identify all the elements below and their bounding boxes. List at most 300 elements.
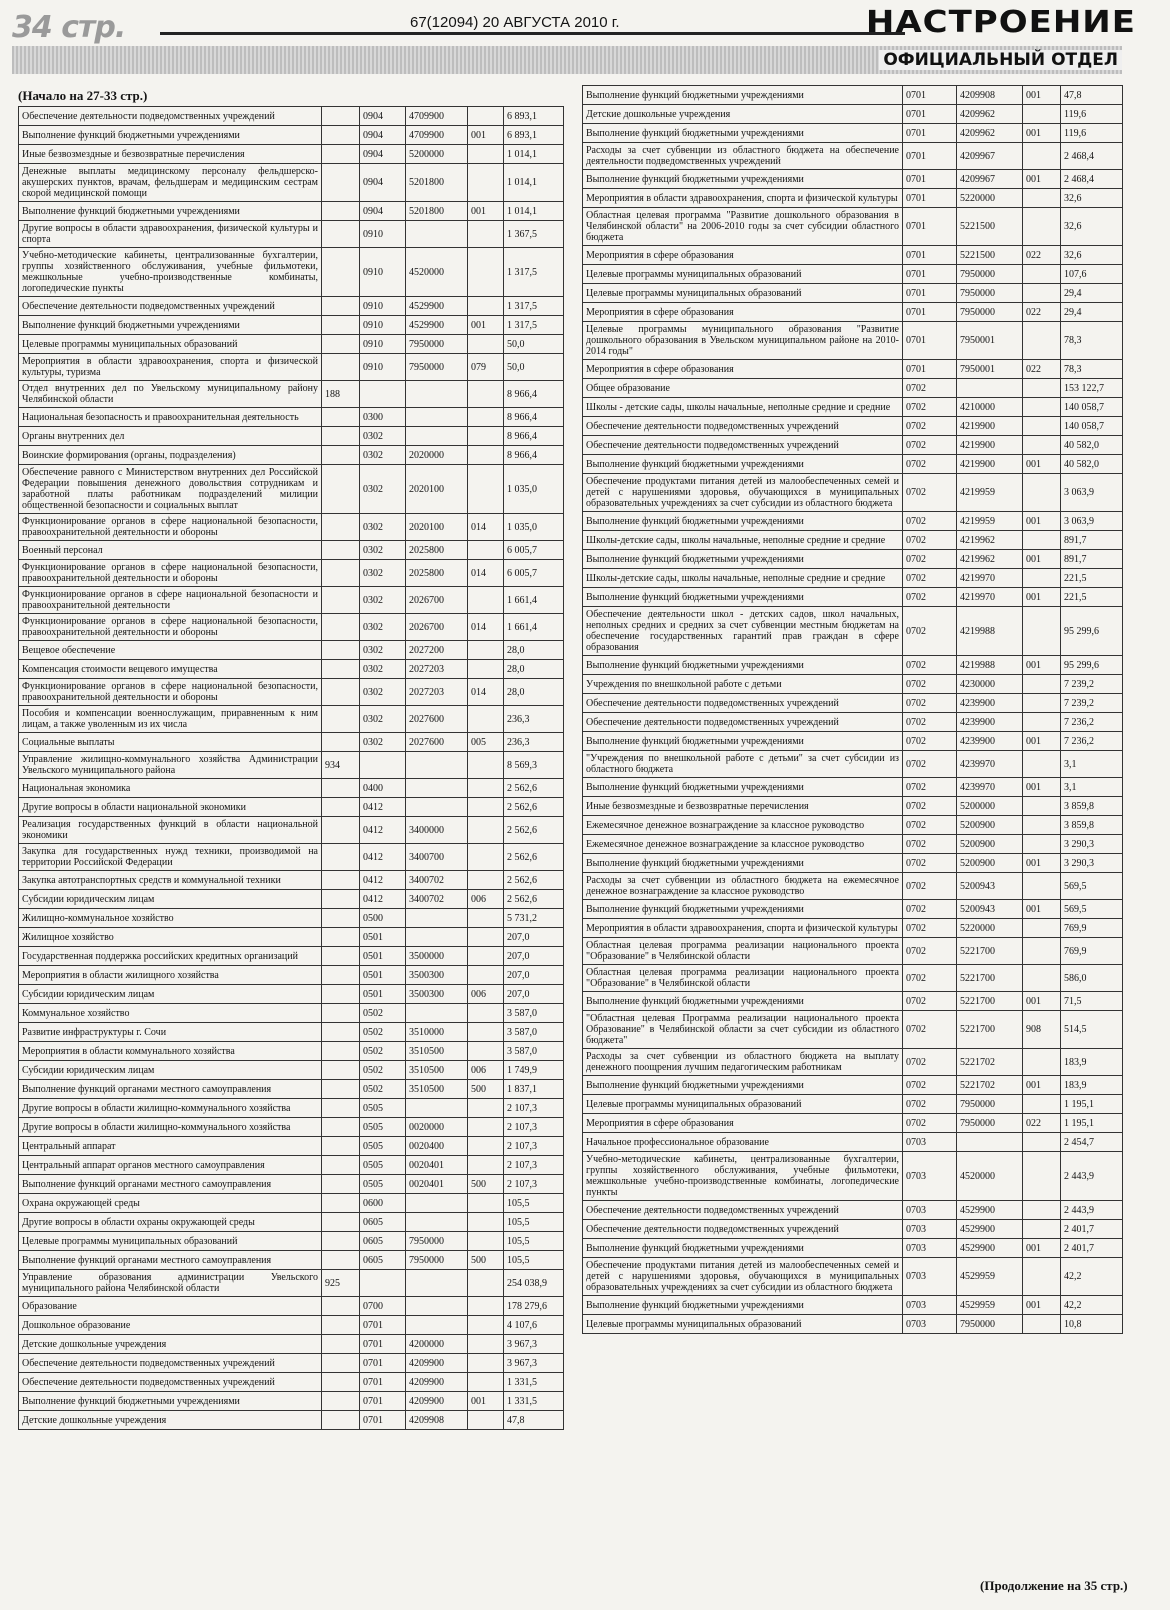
- target-code: 4529959: [957, 1296, 1023, 1315]
- amount: 3,1: [1061, 751, 1123, 778]
- table-row: [19, 1316, 564, 1335]
- ministry-code: [322, 1411, 360, 1430]
- target-code: 5200000: [406, 145, 468, 164]
- table-row: [19, 1270, 564, 1297]
- target-code: 4200000: [406, 1335, 468, 1354]
- ministry-code: [322, 427, 360, 446]
- expense-type-code: 001: [1023, 550, 1061, 569]
- target-code: 4210000: [957, 398, 1023, 417]
- table-row: [19, 164, 564, 202]
- amount: 50,0: [504, 335, 564, 354]
- ministry-code: [322, 465, 360, 514]
- section-code: 0701: [360, 1411, 406, 1430]
- row-description: Выполнение функций бюджетными учреждениями: [583, 1296, 903, 1315]
- expense-type-code: [1023, 322, 1061, 360]
- table-row: [19, 909, 564, 928]
- amount: 1 195,1: [1061, 1114, 1123, 1133]
- section-code: 0702: [903, 1011, 957, 1049]
- target-code: 7950000: [957, 265, 1023, 284]
- expense-type-code: [1023, 105, 1061, 124]
- row-description: Выполнение функций бюджетными учреждениями: [583, 455, 903, 474]
- expense-type-code: [468, 641, 504, 660]
- row-description: Воинские формирования (органы, подразделения): [19, 446, 322, 465]
- expense-type-code: [468, 381, 504, 408]
- expense-type-code: [468, 164, 504, 202]
- row-description: Выполнение функций бюджетными учреждениями: [583, 124, 903, 143]
- target-code: [957, 1133, 1023, 1152]
- table-row: [583, 531, 1123, 550]
- ministry-code: [322, 1023, 360, 1042]
- row-description: Детские дошкольные учреждения: [583, 105, 903, 124]
- amount: 1 367,5: [504, 221, 564, 248]
- target-code: 4709900: [406, 107, 468, 126]
- target-code: 2025800: [406, 560, 468, 587]
- amount: 8 569,3: [504, 752, 564, 779]
- section-code: 0702: [903, 694, 957, 713]
- row-description: Обеспечение деятельности подведомственных учреждений: [583, 713, 903, 732]
- expense-type-code: [1023, 816, 1061, 835]
- expense-type-code: [1023, 1220, 1061, 1239]
- row-description: Субсидии юридическим лицам: [19, 1061, 322, 1080]
- amount: 105,5: [504, 1251, 564, 1270]
- expense-type-code: [1023, 569, 1061, 588]
- target-code: 0020401: [406, 1156, 468, 1175]
- row-description: Денежные выплаты медицинскому персоналу фельдшерско-акушерских пунктов, врачам, фельдшерам и медицинским сестрам скорой медицинской помощи: [19, 164, 322, 202]
- section-code: 0904: [360, 202, 406, 221]
- ministry-code: [322, 1004, 360, 1023]
- table-row: [19, 560, 564, 587]
- section-code: 0703: [903, 1220, 957, 1239]
- table-row: [19, 798, 564, 817]
- expense-type-code: 001: [1023, 1296, 1061, 1315]
- section-code: 0302: [360, 446, 406, 465]
- expense-type-code: 079: [468, 354, 504, 381]
- table-row: [583, 1076, 1123, 1095]
- amount: 47,8: [504, 1411, 564, 1430]
- amount: 2 468,4: [1061, 143, 1123, 170]
- amount: 8 966,4: [504, 381, 564, 408]
- amount: 2 107,3: [504, 1118, 564, 1137]
- expense-type-code: 014: [468, 614, 504, 641]
- expense-type-code: [1023, 284, 1061, 303]
- target-code: [406, 1213, 468, 1232]
- table-row: [583, 1239, 1123, 1258]
- table-row: [19, 587, 564, 614]
- target-code: 7950001: [957, 322, 1023, 360]
- expense-type-code: [468, 1232, 504, 1251]
- target-code: 4529900: [957, 1239, 1023, 1258]
- target-code: 0020400: [406, 1137, 468, 1156]
- section-code: 0702: [903, 732, 957, 751]
- expense-type-code: [468, 706, 504, 733]
- amount: 3 967,3: [504, 1354, 564, 1373]
- amount: 32,6: [1061, 246, 1123, 265]
- expense-type-code: 022: [1023, 246, 1061, 265]
- amount: 2 107,3: [504, 1099, 564, 1118]
- table-row: [19, 1023, 564, 1042]
- row-description: Учреждения по внешкольной работе с детьми: [583, 675, 903, 694]
- expense-type-code: [468, 1411, 504, 1430]
- expense-type-code: [1023, 531, 1061, 550]
- section-title: ОФИЦИАЛЬНЫЙ ОТДЕЛ: [879, 50, 1122, 70]
- row-description: Школы-детские сады, школы начальные, неполные средние и средние: [583, 531, 903, 550]
- expense-type-code: [468, 1354, 504, 1373]
- row-description: Выполнение функций бюджетными учреждениями: [583, 732, 903, 751]
- amount: 10,8: [1061, 1315, 1123, 1334]
- expense-type-code: 001: [1023, 900, 1061, 919]
- section-code: 0703: [903, 1152, 957, 1201]
- target-code: 5200943: [957, 873, 1023, 900]
- ministry-code: [322, 1232, 360, 1251]
- target-code: 4219962: [957, 550, 1023, 569]
- target-code: 0020401: [406, 1175, 468, 1194]
- amount: 1 661,4: [504, 587, 564, 614]
- amount: 2 454,7: [1061, 1133, 1123, 1152]
- target-code: 4520000: [957, 1152, 1023, 1201]
- section-code: 0701: [903, 265, 957, 284]
- amount: 6 005,7: [504, 560, 564, 587]
- section-code: 0904: [360, 164, 406, 202]
- section-code: 0702: [903, 778, 957, 797]
- target-code: 3500000: [406, 947, 468, 966]
- ministry-code: [322, 145, 360, 164]
- expense-type-code: [1023, 1095, 1061, 1114]
- table-row: [19, 297, 564, 316]
- table-row: [583, 105, 1123, 124]
- section-code: 0702: [903, 751, 957, 778]
- page-header: [0, 0, 1170, 80]
- section-code: 0702: [903, 919, 957, 938]
- section-code: 0702: [903, 965, 957, 992]
- expense-type-code: [1023, 1258, 1061, 1296]
- row-description: Обеспечение деятельности подведомственных учреждений: [19, 297, 322, 316]
- table-row: [583, 965, 1123, 992]
- expense-type-code: 001: [1023, 1239, 1061, 1258]
- row-description: Ежемесячное денежное вознаграждение за классное руководство: [583, 816, 903, 835]
- target-code: 4239900: [957, 732, 1023, 751]
- ministry-code: [322, 354, 360, 381]
- amount: 8 966,4: [504, 408, 564, 427]
- table-row: [583, 417, 1123, 436]
- target-code: 4219900: [957, 455, 1023, 474]
- row-description: Реализация государственных функций в области национальной экономики: [19, 817, 322, 844]
- target-code: [406, 798, 468, 817]
- section-code: 0904: [360, 107, 406, 126]
- target-code: [406, 1297, 468, 1316]
- ministry-code: [322, 1354, 360, 1373]
- expense-type-code: [1023, 1152, 1061, 1201]
- target-code: 4529900: [957, 1220, 1023, 1239]
- row-description: "Учреждения по внешкольной работе с детьми" за счет субсидии из областного бюджета: [583, 751, 903, 778]
- section-code: 0702: [903, 816, 957, 835]
- target-code: 4239970: [957, 778, 1023, 797]
- budget-table-left-column: [18, 106, 563, 1430]
- expense-type-code: [468, 1137, 504, 1156]
- amount: 891,7: [1061, 550, 1123, 569]
- amount: 569,5: [1061, 900, 1123, 919]
- amount: 1 014,1: [504, 164, 564, 202]
- section-code: 0701: [903, 189, 957, 208]
- table-row: [583, 1315, 1123, 1334]
- section-code: 0703: [903, 1296, 957, 1315]
- ministry-code: [322, 1156, 360, 1175]
- budget-table-right-column: [582, 85, 1122, 1334]
- target-code: 4209900: [406, 1392, 468, 1411]
- target-code: 2020000: [406, 446, 468, 465]
- section-code: 0605: [360, 1251, 406, 1270]
- expense-type-code: [468, 248, 504, 297]
- table-row: [19, 1194, 564, 1213]
- section-code: 0702: [903, 1076, 957, 1095]
- expense-type-code: [468, 1042, 504, 1061]
- table-row: [19, 145, 564, 164]
- amount: 1 837,1: [504, 1080, 564, 1099]
- row-description: Обеспечение деятельности подведомственных учреждений: [19, 1373, 322, 1392]
- target-code: 4219970: [957, 569, 1023, 588]
- amount: 6 893,1: [504, 107, 564, 126]
- expense-type-code: 001: [468, 1392, 504, 1411]
- expense-type-code: [468, 1316, 504, 1335]
- expense-type-code: [468, 541, 504, 560]
- amount: 586,0: [1061, 965, 1123, 992]
- row-description: Целевые программы муниципальных образований: [583, 1315, 903, 1334]
- expense-type-code: [1023, 751, 1061, 778]
- section-code: 0302: [360, 660, 406, 679]
- row-description: Мероприятия в сфере образования: [583, 246, 903, 265]
- amount: 7 239,2: [1061, 675, 1123, 694]
- amount: 105,5: [504, 1213, 564, 1232]
- table-row: [19, 1042, 564, 1061]
- amount: 29,4: [1061, 284, 1123, 303]
- ministry-code: [322, 316, 360, 335]
- table-row: [19, 446, 564, 465]
- row-description: Государственная поддержка российских кредитных организаций: [19, 947, 322, 966]
- target-code: 5220000: [957, 919, 1023, 938]
- amount: 7 236,2: [1061, 732, 1123, 751]
- ministry-code: 934: [322, 752, 360, 779]
- target-code: 3510000: [406, 1023, 468, 1042]
- expense-type-code: [468, 798, 504, 817]
- table-row: [583, 170, 1123, 189]
- expense-type-code: 001: [1023, 455, 1061, 474]
- section-code: 0702: [903, 588, 957, 607]
- expense-type-code: 001: [1023, 992, 1061, 1011]
- expense-type-code: [1023, 436, 1061, 455]
- target-code: 2026700: [406, 587, 468, 614]
- ministry-code: [322, 514, 360, 541]
- amount: 42,2: [1061, 1296, 1123, 1315]
- table-row: [19, 1392, 564, 1411]
- section-code: 0500: [360, 909, 406, 928]
- section-code: 0702: [903, 398, 957, 417]
- expense-type-code: [468, 966, 504, 985]
- row-description: Мероприятия в сфере образования: [583, 1114, 903, 1133]
- section-code: 0412: [360, 798, 406, 817]
- table-row: [583, 1152, 1123, 1201]
- amount: 78,3: [1061, 322, 1123, 360]
- row-description: Обеспечение деятельности подведомственных учреждений: [19, 1354, 322, 1373]
- table-row: [19, 1232, 564, 1251]
- table-row: [19, 221, 564, 248]
- amount: 32,6: [1061, 208, 1123, 246]
- table-row: [19, 1156, 564, 1175]
- amount: 1 331,5: [504, 1392, 564, 1411]
- section-code: 0702: [903, 656, 957, 675]
- ministry-code: [322, 1316, 360, 1335]
- target-code: 5221700: [957, 992, 1023, 1011]
- row-description: Жилищное хозяйство: [19, 928, 322, 947]
- table-row: [583, 992, 1123, 1011]
- row-description: Мероприятия в области здравоохранения, спорта и физической культуры: [583, 919, 903, 938]
- amount: 95 299,6: [1061, 607, 1123, 656]
- section-code: 0703: [903, 1315, 957, 1334]
- amount: 769,9: [1061, 919, 1123, 938]
- amount: 1 035,0: [504, 514, 564, 541]
- target-code: 5221700: [957, 1011, 1023, 1049]
- expense-type-code: [1023, 208, 1061, 246]
- ministry-code: [322, 164, 360, 202]
- section-code: 0505: [360, 1175, 406, 1194]
- expense-type-code: 022: [1023, 1114, 1061, 1133]
- table-row: [583, 873, 1123, 900]
- table-row: [583, 1296, 1123, 1315]
- expense-type-code: [1023, 835, 1061, 854]
- ministry-code: [322, 871, 360, 890]
- row-description: Начальное профессиональное образование: [583, 1133, 903, 1152]
- amount: 1 661,4: [504, 614, 564, 641]
- row-description: Органы внутренних дел: [19, 427, 322, 446]
- target-code: 4209962: [957, 124, 1023, 143]
- continuation-start-note: (Начало на 27-33 стр.): [18, 88, 148, 103]
- target-code: 4219900: [957, 436, 1023, 455]
- ministry-code: [322, 641, 360, 660]
- expense-type-code: 500: [468, 1080, 504, 1099]
- ministry-code: [322, 660, 360, 679]
- target-code: 3510500: [406, 1080, 468, 1099]
- target-code: 5200900: [957, 816, 1023, 835]
- row-description: Национальная безопасность и правоохранительная деятельность: [19, 408, 322, 427]
- section-code: 0600: [360, 1194, 406, 1213]
- amount: 6 893,1: [504, 126, 564, 145]
- amount: 2 443,9: [1061, 1152, 1123, 1201]
- target-code: 4230000: [957, 675, 1023, 694]
- expense-type-code: 001: [1023, 170, 1061, 189]
- row-description: Охрана окружающей среды: [19, 1194, 322, 1213]
- row-description: Выполнение функций бюджетными учреждениями: [19, 1392, 322, 1411]
- table-row: [19, 752, 564, 779]
- section-code: 0412: [360, 817, 406, 844]
- amount: 1 014,1: [504, 145, 564, 164]
- row-description: Мероприятия в сфере образования: [583, 360, 903, 379]
- section-code: [360, 1270, 406, 1297]
- section-code: 0502: [360, 1061, 406, 1080]
- table-row: [19, 966, 564, 985]
- amount: 183,9: [1061, 1049, 1123, 1076]
- row-description: Выполнение функций бюджетными учреждениями: [583, 550, 903, 569]
- target-code: 5200900: [957, 835, 1023, 854]
- section-code: 0605: [360, 1232, 406, 1251]
- target-code: 5201800: [406, 202, 468, 221]
- section-code: 0501: [360, 928, 406, 947]
- row-description: Общее образование: [583, 379, 903, 398]
- section-code: 0910: [360, 335, 406, 354]
- section-code: 0302: [360, 427, 406, 446]
- table-row: [19, 871, 564, 890]
- ministry-code: [322, 817, 360, 844]
- table-row: [19, 660, 564, 679]
- target-code: 4209962: [957, 105, 1023, 124]
- table-row: [19, 316, 564, 335]
- expense-type-code: [468, 909, 504, 928]
- table-row: [19, 1251, 564, 1270]
- amount: 207,0: [504, 966, 564, 985]
- expense-type-code: [468, 145, 504, 164]
- section-code: 0702: [903, 379, 957, 398]
- row-description: Целевые программы муниципальных образований: [583, 1095, 903, 1114]
- section-code: 0701: [360, 1354, 406, 1373]
- expense-type-code: 014: [468, 679, 504, 706]
- amount: 3 859,8: [1061, 797, 1123, 816]
- amount: 105,5: [504, 1232, 564, 1251]
- section-code: 0302: [360, 614, 406, 641]
- table-row: [583, 588, 1123, 607]
- table-row: [583, 379, 1123, 398]
- row-description: "Областная целевая Программа реализации национального проекта Образование" в Челябинской области за счет субсидии из областного бюджета": [583, 1011, 903, 1049]
- amount: 140 058,7: [1061, 417, 1123, 436]
- target-code: [406, 427, 468, 446]
- row-description: Выполнение функций органами местного самоуправления: [19, 1080, 322, 1099]
- section-code: 0701: [903, 284, 957, 303]
- section-code: 0302: [360, 706, 406, 733]
- amount: 119,6: [1061, 105, 1123, 124]
- expense-type-code: 500: [468, 1251, 504, 1270]
- amount: 50,0: [504, 354, 564, 381]
- section-code: 0702: [903, 474, 957, 512]
- target-code: [406, 1194, 468, 1213]
- row-description: Выполнение функций бюджетными учреждениями: [583, 1239, 903, 1258]
- row-description: Областная целевая программа "Развитие дошкольного образования в Челябинской области" на 2006-2010 годы за счет субсидии областного бюджета: [583, 208, 903, 246]
- target-code: 7950000: [957, 1095, 1023, 1114]
- target-code: 3510500: [406, 1061, 468, 1080]
- ministry-code: 925: [322, 1270, 360, 1297]
- target-code: 7950000: [406, 1232, 468, 1251]
- amount: 3 587,0: [504, 1042, 564, 1061]
- expense-type-code: [468, 1297, 504, 1316]
- expense-type-code: 908: [1023, 1011, 1061, 1049]
- table-row: [19, 202, 564, 221]
- row-description: Иные безвозмездные и безвозвратные перечисления: [19, 145, 322, 164]
- target-code: 5221500: [957, 208, 1023, 246]
- row-description: Мероприятия в сфере образования: [583, 303, 903, 322]
- target-code: 5221500: [957, 246, 1023, 265]
- ministry-code: [322, 107, 360, 126]
- expense-type-code: 500: [468, 1175, 504, 1194]
- expense-type-code: [1023, 1049, 1061, 1076]
- ministry-code: [322, 1194, 360, 1213]
- target-code: 4219959: [957, 512, 1023, 531]
- ministry-code: [322, 909, 360, 928]
- amount: 2 468,4: [1061, 170, 1123, 189]
- section-code: 0701: [360, 1373, 406, 1392]
- target-code: [406, 1099, 468, 1118]
- expense-type-code: [468, 1099, 504, 1118]
- amount: 8 966,4: [504, 427, 564, 446]
- section-code: 0412: [360, 844, 406, 871]
- expense-type-code: [1023, 694, 1061, 713]
- expense-type-code: [1023, 143, 1061, 170]
- table-row: [19, 641, 564, 660]
- amount: 78,3: [1061, 360, 1123, 379]
